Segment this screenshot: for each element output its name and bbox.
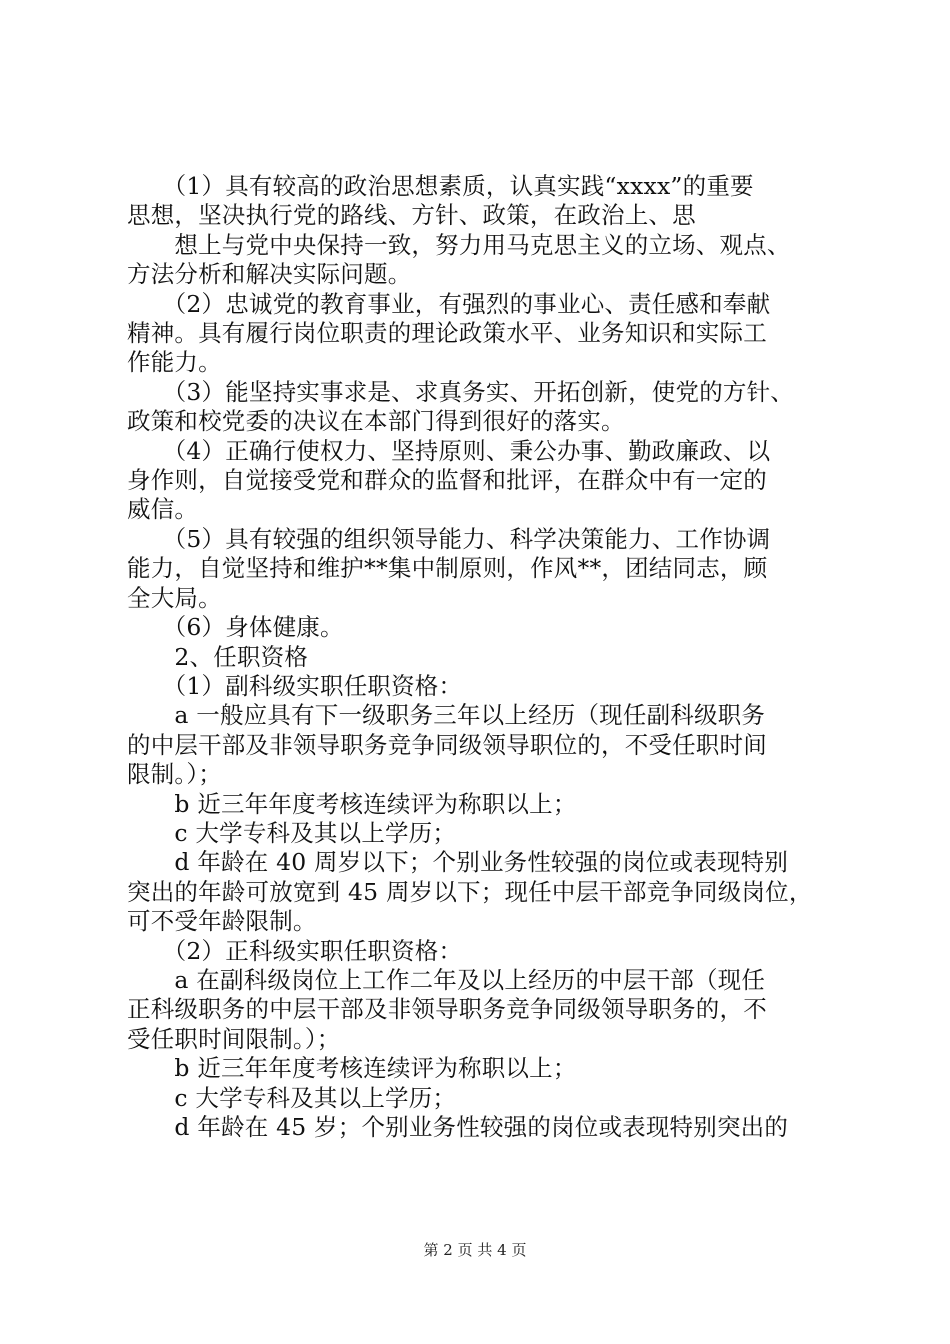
text-line: 突出的年龄可放宽到 45 周岁以下；现任中层干部竞争同级岗位， [127, 877, 813, 906]
document-body [127, 172, 832, 1142]
text-line: d 年龄在 45 岁；个别业务性较强的岗位或表现特别突出的 [127, 1113, 789, 1141]
text-line: 的中层干部及非领导职务竞争同级领导职位的，不受任职时间 [127, 730, 767, 759]
text-line: （6）身体健康。 [127, 613, 344, 642]
subsection-heading: （2）正科级实职任职资格： [127, 936, 463, 965]
text-line: c 大学专科及其以上学历； [127, 818, 457, 847]
text-line: 思想，坚决执行党的路线、方针、政策，在政治上、思 [127, 201, 696, 230]
text-line: 方法分析和解决实际问题。 [127, 260, 412, 289]
text-line: 身作则，自觉接受党和群众的监督和批评，在群众中有一定的 [127, 466, 767, 495]
text-line: （5）具有较强的组织领导能力、科学决策能力、工作协调 [127, 524, 771, 553]
text-line: （3）能坚持实事求是、求真务实、开拓创新，使党的方针、 [127, 377, 795, 406]
text-line: 全大局。 [127, 583, 222, 612]
text-line: b 近三年年度考核连续评为称职以上； [127, 789, 577, 818]
text-line: （1）具有较高的政治思想素质，认真实践“xxxx”的重要 [127, 172, 754, 200]
text-line: 限制。）； [127, 760, 222, 789]
text-line: 政策和校党委的决议在本部门得到很好的落实。 [127, 407, 625, 436]
section-heading: 2、任职资格 [127, 642, 309, 671]
text-line: c 大学专科及其以上学历； [127, 1083, 457, 1112]
text-line: a 在副科级岗位上工作二年及以上经历的中层干部（现任 [127, 965, 766, 994]
text-line: 正科级职务的中层干部及非领导职务竞争同级领导职务的，不 [127, 995, 767, 1024]
text-line: b 近三年年度考核连续评为称职以上； [127, 1054, 577, 1083]
text-line: 想上与党中央保持一致，努力用马克思主义的立场、观点、 [127, 230, 791, 259]
text-line: d 年龄在 40 周岁以下；个别业务性较强的岗位或表现特别 [127, 848, 789, 877]
text-line: 能力，自觉坚持和维护**集中制原则，作风**，团结同志，顾 [127, 554, 768, 583]
text-line: （4）正确行使权力、坚持原则、秉公办事、勤政廉政、以 [127, 436, 771, 465]
text-line: 作能力。 [127, 348, 222, 377]
page-number: 第 2 页 共 4 页 [423, 1241, 527, 1259]
text-line: 受任职时间限制。）； [127, 1024, 341, 1053]
text-line: （2）忠诚党的教育事业，有强烈的事业心、责任感和奉献 [127, 289, 771, 318]
text-line: 威信。 [127, 495, 199, 524]
text-line: 精神。具有履行岗位职责的理论政策水平、业务知识和实际工 [127, 319, 767, 348]
subsection-heading: （1）副科级实职任职资格： [127, 671, 463, 700]
text-line: 可不受年龄限制。 [127, 907, 317, 936]
text-line: a 一般应具有下一级职务三年以上经历（现任副科级职务 [127, 701, 766, 730]
